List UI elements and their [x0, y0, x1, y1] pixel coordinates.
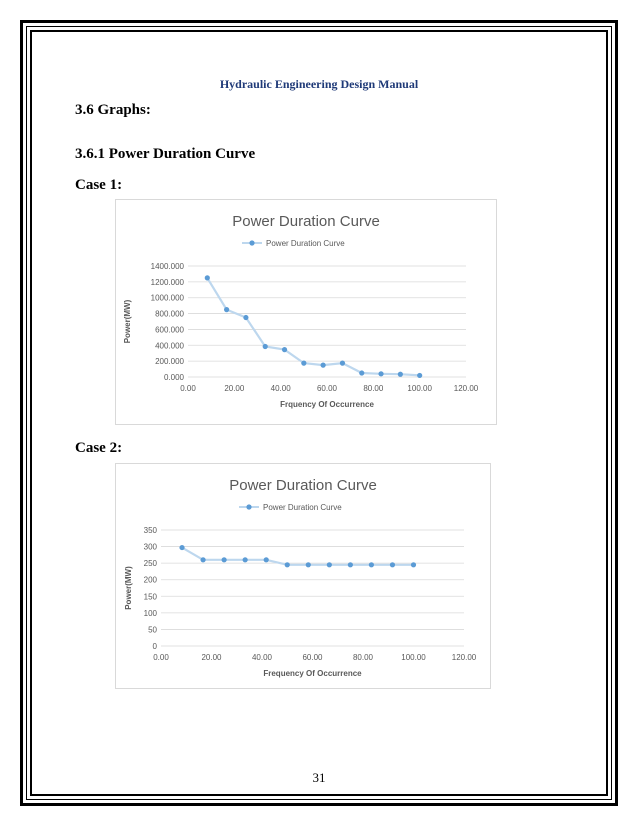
data-point — [306, 562, 311, 567]
page-number: 31 — [312, 770, 326, 785]
chart-case-1-svg — [116, 200, 496, 424]
y-axis-label: Power(MW) — [123, 299, 132, 344]
data-point — [390, 562, 395, 567]
x-tick-label: 60.00 — [316, 384, 338, 393]
y-tick-label: 1200.000 — [150, 277, 184, 287]
data-point — [398, 372, 403, 377]
y-tick-label: 600.000 — [155, 325, 184, 335]
x-tick-label: 40.00 — [251, 653, 273, 662]
chart-title: Power Duration Curve — [232, 213, 380, 230]
y-tick-label: 50 — [148, 625, 157, 635]
y-tick-label: 1000.000 — [150, 293, 184, 303]
data-point — [205, 275, 210, 280]
y-tick-label: 800.000 — [155, 309, 184, 319]
series-line — [182, 548, 414, 565]
y-tick-label: 250 — [143, 559, 157, 569]
y-axis-label: Power(MW) — [124, 566, 133, 610]
legend-label: Power Duration Curve — [263, 503, 342, 512]
data-point — [264, 557, 269, 562]
data-point — [243, 557, 248, 562]
data-point — [327, 562, 332, 567]
x-tick-label: 100.00 — [401, 653, 426, 662]
data-point — [285, 562, 290, 567]
x-tick-label: 20.00 — [201, 653, 222, 662]
x-tick-label: 0.00 — [180, 384, 196, 393]
x-tick-label: 80.00 — [363, 384, 384, 393]
x-tick-label: 20.00 — [224, 384, 245, 393]
legend-label: Power Duration Curve — [266, 239, 345, 248]
x-axis-label: Frequency Of Occurrence — [263, 669, 362, 678]
legend-marker — [249, 240, 254, 245]
y-tick-label: 0 — [152, 642, 157, 651]
case-1-label: Case 1: — [75, 177, 123, 193]
data-point — [378, 371, 383, 376]
data-point — [224, 307, 229, 312]
data-point — [301, 361, 306, 366]
data-point — [411, 562, 416, 567]
y-tick-label: 200 — [143, 575, 157, 585]
y-tick-label: 200.000 — [155, 357, 184, 367]
x-axis-label: Frquency Of Occurrence — [280, 400, 374, 409]
x-tick-label: 40.00 — [270, 384, 291, 393]
chart-case-2-svg — [116, 464, 490, 688]
document-header: Hydraulic Engineering Design Manual — [219, 77, 419, 91]
data-point — [263, 344, 268, 349]
chart-case-2 — [115, 463, 491, 689]
case-2-label: Case 2: — [75, 440, 123, 456]
y-tick-label: 350 — [143, 526, 157, 535]
x-tick-label: 100.00 — [407, 384, 432, 393]
x-tick-label: 120.00 — [451, 653, 477, 662]
data-point — [243, 315, 248, 320]
y-tick-label: 300 — [143, 542, 157, 552]
data-point — [359, 370, 364, 375]
data-point — [340, 361, 345, 366]
y-tick-label: 1400.000 — [150, 262, 184, 271]
legend-marker — [246, 504, 251, 509]
chart-title: Power Duration Curve — [229, 477, 377, 494]
data-point — [200, 557, 205, 562]
data-point — [348, 562, 353, 567]
y-tick-label: 150 — [143, 592, 157, 602]
x-tick-label: 120.00 — [453, 384, 479, 393]
x-tick-label: 0.00 — [153, 653, 169, 662]
section-heading-graphs: 3.6 Graphs: — [75, 102, 151, 118]
subsection-heading-power-duration: 3.6.1 Power Duration Curve — [75, 146, 256, 162]
data-point — [321, 363, 326, 368]
data-point — [369, 562, 374, 567]
y-tick-label: 400.000 — [155, 341, 184, 351]
x-tick-label: 60.00 — [302, 653, 323, 662]
data-point — [282, 347, 287, 352]
data-point — [222, 557, 227, 562]
x-tick-label: 80.00 — [352, 653, 374, 662]
chart-case-1 — [115, 199, 497, 425]
y-tick-label: 100 — [143, 608, 157, 618]
y-tick-label: 0.000 — [163, 373, 184, 382]
data-point — [179, 545, 184, 550]
data-point — [417, 373, 422, 378]
